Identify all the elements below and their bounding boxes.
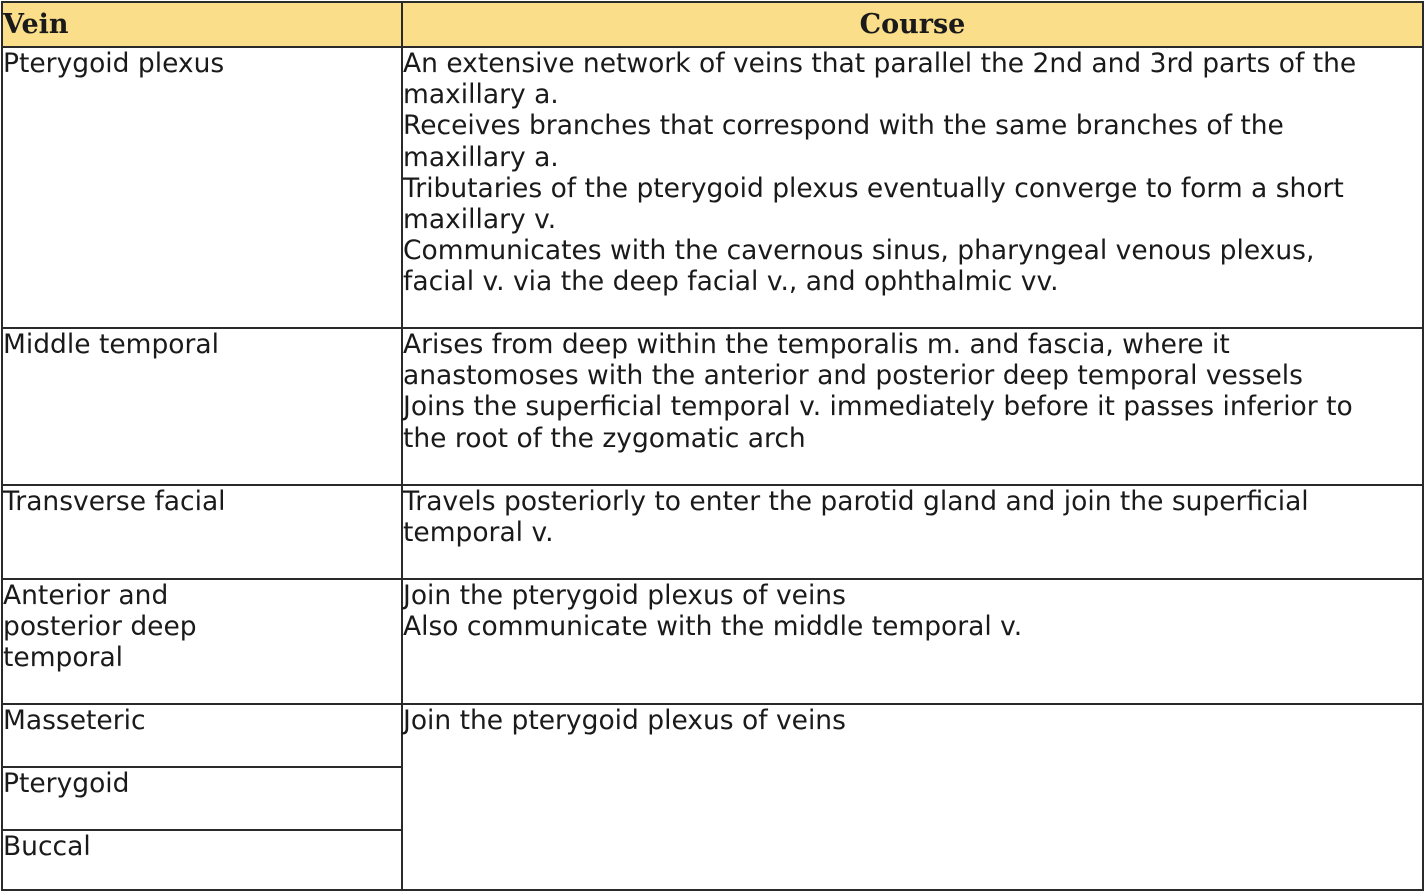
course-line: An extensive network of veins that parallel the 2nd and 3rd parts of the: [403, 48, 1357, 79]
vein-cell: Masseteric: [2, 704, 402, 767]
table-header-row: [2, 2, 1423, 47]
course-line: maxillary a.: [403, 79, 559, 111]
table-row: [2, 704, 1423, 767]
course-cell: [402, 704, 1423, 890]
course-entry: [403, 486, 1422, 548]
vein-line: temporal: [3, 642, 124, 674]
course-line: Receives branches that correspond with the same branches of the: [403, 110, 1284, 142]
course-entry: [403, 48, 1422, 110]
vein-line: posterior deep: [3, 611, 197, 643]
course-line: Arises from deep within the temporalis m. and fascia, where it: [403, 329, 1230, 360]
vein-cell: [2, 579, 402, 704]
course-line: anastomoses with the anterior and posterior deep temporal vessels: [403, 360, 1303, 392]
course-entry: [403, 580, 1422, 611]
veins-table: [1, 1, 1424, 891]
course-line: maxillary a.: [403, 141, 559, 173]
course-line: Communicates with the cavernous sinus, pharyngeal venous plexus,: [403, 235, 1315, 267]
course-cell: [402, 328, 1423, 485]
course-line: maxillary v.: [403, 204, 557, 236]
table-row: [2, 579, 1423, 704]
vein-cell: Transverse facial: [2, 485, 402, 579]
vein-entry: [3, 580, 401, 674]
course-line: Also communicate with the middle temporal v.: [403, 611, 1023, 643]
course-cell: [402, 485, 1423, 579]
course-entry: [403, 173, 1422, 235]
course-line: Joins the superficial temporal v. immediately before it passes inferior to: [403, 391, 1353, 423]
course-entry: [403, 235, 1422, 297]
course-line: Join the pterygoid plexus of veins: [403, 705, 846, 736]
course-column-header: Course: [402, 2, 1423, 47]
vein-cell: Buccal: [2, 830, 402, 890]
course-cell: [402, 47, 1423, 328]
course-entry: [403, 110, 1422, 172]
course-entry: [403, 705, 1422, 736]
course-line: temporal v.: [403, 517, 554, 549]
course-line: Travels posteriorly to enter the parotid gland and join the superficial: [403, 486, 1309, 517]
course-line: Tributaries of the pterygoid plexus eventually converge to form a short: [403, 172, 1344, 204]
course-line: the root of the zygomatic arch: [403, 422, 806, 454]
vein-line: Anterior and: [3, 580, 169, 611]
vein-cell: Pterygoid plexus: [2, 47, 402, 328]
course-entry: [403, 329, 1422, 391]
course-entry: [403, 391, 1422, 453]
course-cell: [402, 579, 1423, 704]
course-entry: [403, 611, 1422, 642]
vein-column-header: Vein: [2, 2, 402, 47]
table-row: [2, 47, 1423, 328]
table-row: [2, 328, 1423, 485]
vein-cell: Middle temporal: [2, 328, 402, 485]
table-row: [2, 485, 1423, 579]
course-line: facial v. via the deep facial v., and ophthalmic vv.: [403, 266, 1059, 298]
course-line: Join the pterygoid plexus of veins: [403, 580, 846, 611]
vein-cell: Pterygoid: [2, 767, 402, 830]
